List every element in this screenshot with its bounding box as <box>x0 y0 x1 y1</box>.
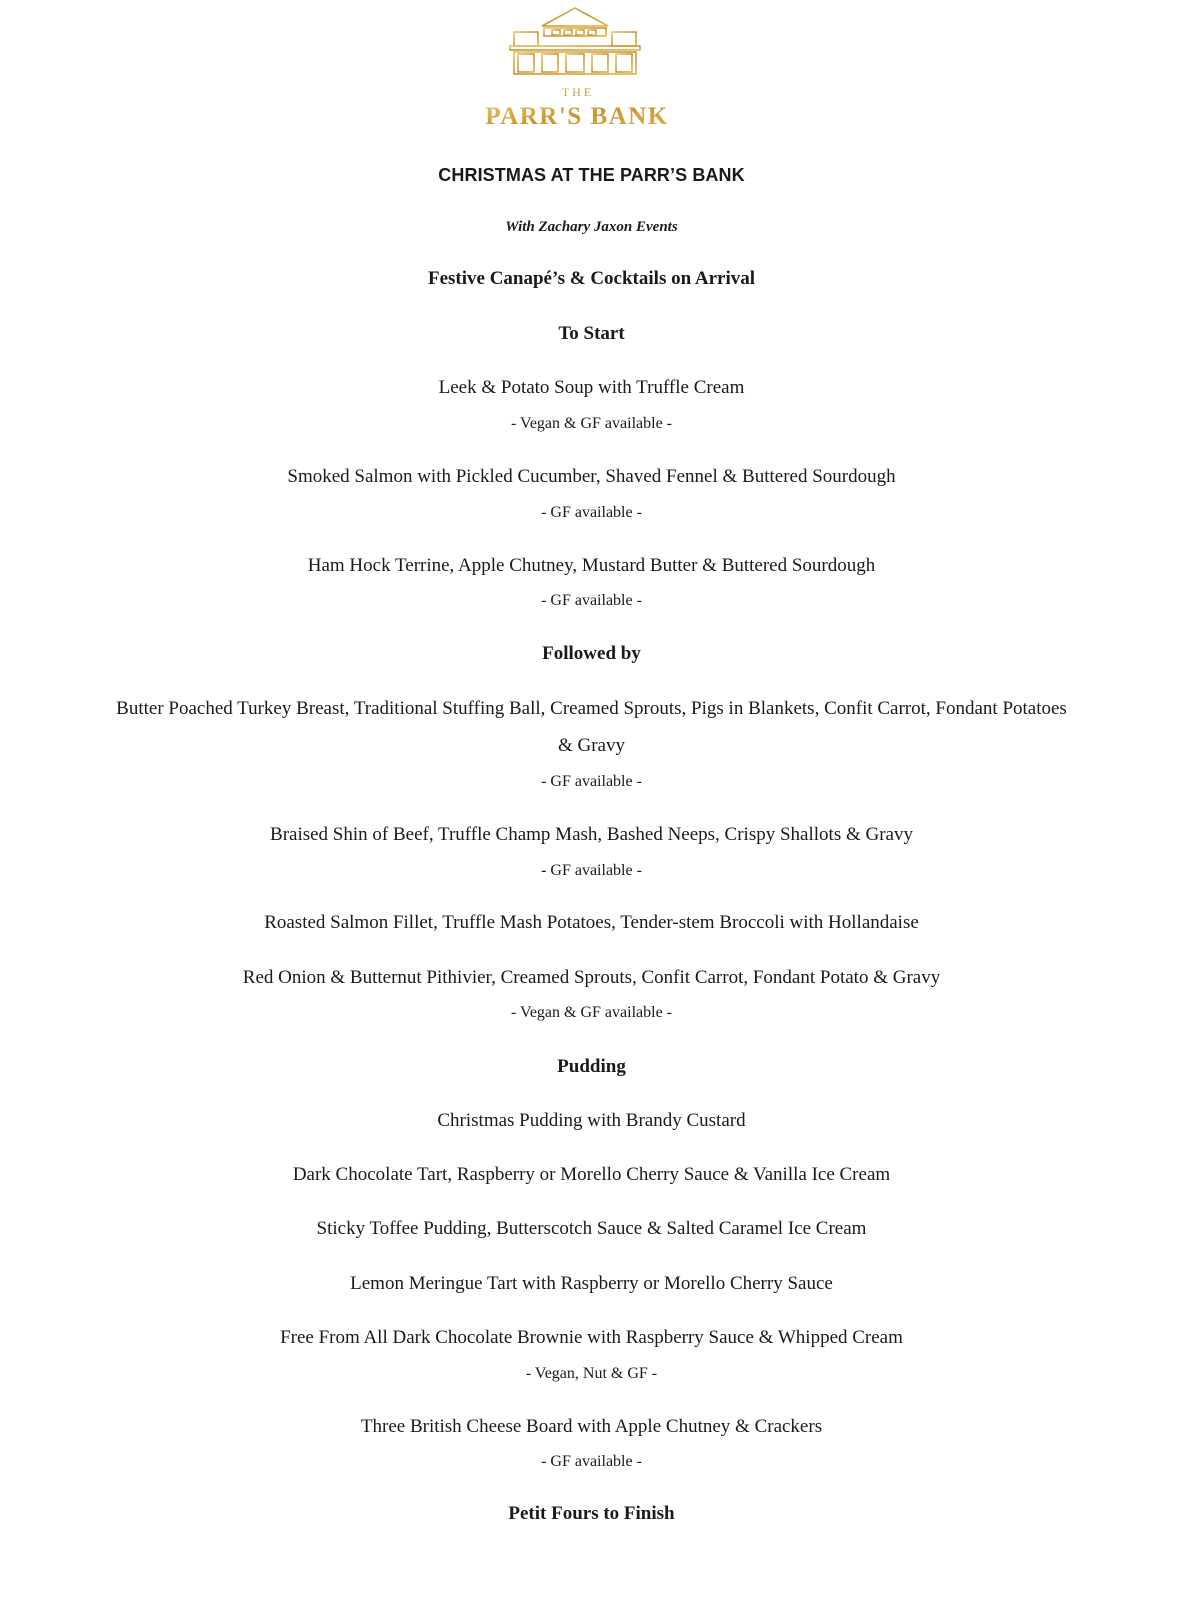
finish-heading: Petit Fours to Finish <box>508 1503 675 1524</box>
menu-item: Red Onion & Butternut Pithivier, Creamed Sprouts, Confit Carrot, Fondant Potato & Gravy <box>242 967 941 988</box>
dietary-note: - Vegan & GF available - <box>511 1004 672 1021</box>
menu-subtitle: With Zachary Jaxon Events <box>505 219 678 235</box>
menu-item: Sticky Toffee Pudding, Butterscotch Sauce & Salted Caramel Ice Cream <box>316 1218 867 1239</box>
menu-item: Lemon Meringue Tart with Raspberry or Morello Cherry Sauce <box>350 1273 833 1294</box>
section-heading-main: Followed by <box>542 643 641 664</box>
dietary-note: - Vegan & GF available - <box>511 415 672 432</box>
logo-the: THE <box>561 85 595 99</box>
dietary-note: - Vegan, Nut & GF - <box>525 1365 658 1382</box>
building-icon <box>510 8 640 76</box>
menu-item: Three British Cheese Board with Apple Chutney & Crackers <box>360 1416 823 1437</box>
section-heading-start: To Start <box>558 323 625 344</box>
dietary-note: - GF available - <box>541 862 642 879</box>
dietary-note: - GF available - <box>541 773 642 790</box>
parrs-bank-logo <box>480 4 690 134</box>
arrival-heading: Festive Canapé’s & Cocktails on Arrival <box>427 268 756 289</box>
menu-item: Dark Chocolate Tart, Raspberry or Morello Cherry Sauce & Vanilla Ice Cream <box>292 1164 891 1185</box>
menu-item: Butter Poached Turkey Breast, Traditional Stuffing Ball, Creamed Sprouts, Pigs in Blankets, Confit Carrot, Fondant Potatoes <box>116 698 1067 719</box>
menu-item-continued: & Gravy <box>557 735 625 756</box>
menu-item: Smoked Salmon with Pickled Cucumber, Shaved Fennel & Buttered Sourdough <box>287 466 896 487</box>
section-heading-pudding: Pudding <box>557 1056 626 1077</box>
menu-item: Christmas Pudding with Brandy Custard <box>437 1110 746 1131</box>
menu-item: Roasted Salmon Fillet, Truffle Mash Potatoes, Tender-stem Broccoli with Hollandaise <box>264 912 919 933</box>
menu-item: Ham Hock Terrine, Apple Chutney, Mustard Butter & Buttered Sourdough <box>307 555 876 576</box>
menu-item: Leek & Potato Soup with Truffle Cream <box>438 377 745 398</box>
dietary-note: - GF available - <box>541 592 642 609</box>
menu-item: Free From All Dark Chocolate Brownie with Raspberry Sauce & Whipped Cream <box>280 1327 903 1348</box>
menu-item: Braised Shin of Beef, Truffle Champ Mash, Bashed Neeps, Crispy Shallots & Gravy <box>270 824 913 845</box>
logo-name: PARR'S BANK <box>485 103 669 130</box>
dietary-note: - GF available - <box>541 504 642 521</box>
dietary-note: - GF available - <box>541 1453 642 1470</box>
menu-title: CHRISTMAS AT THE PARR’S BANK <box>438 165 745 185</box>
